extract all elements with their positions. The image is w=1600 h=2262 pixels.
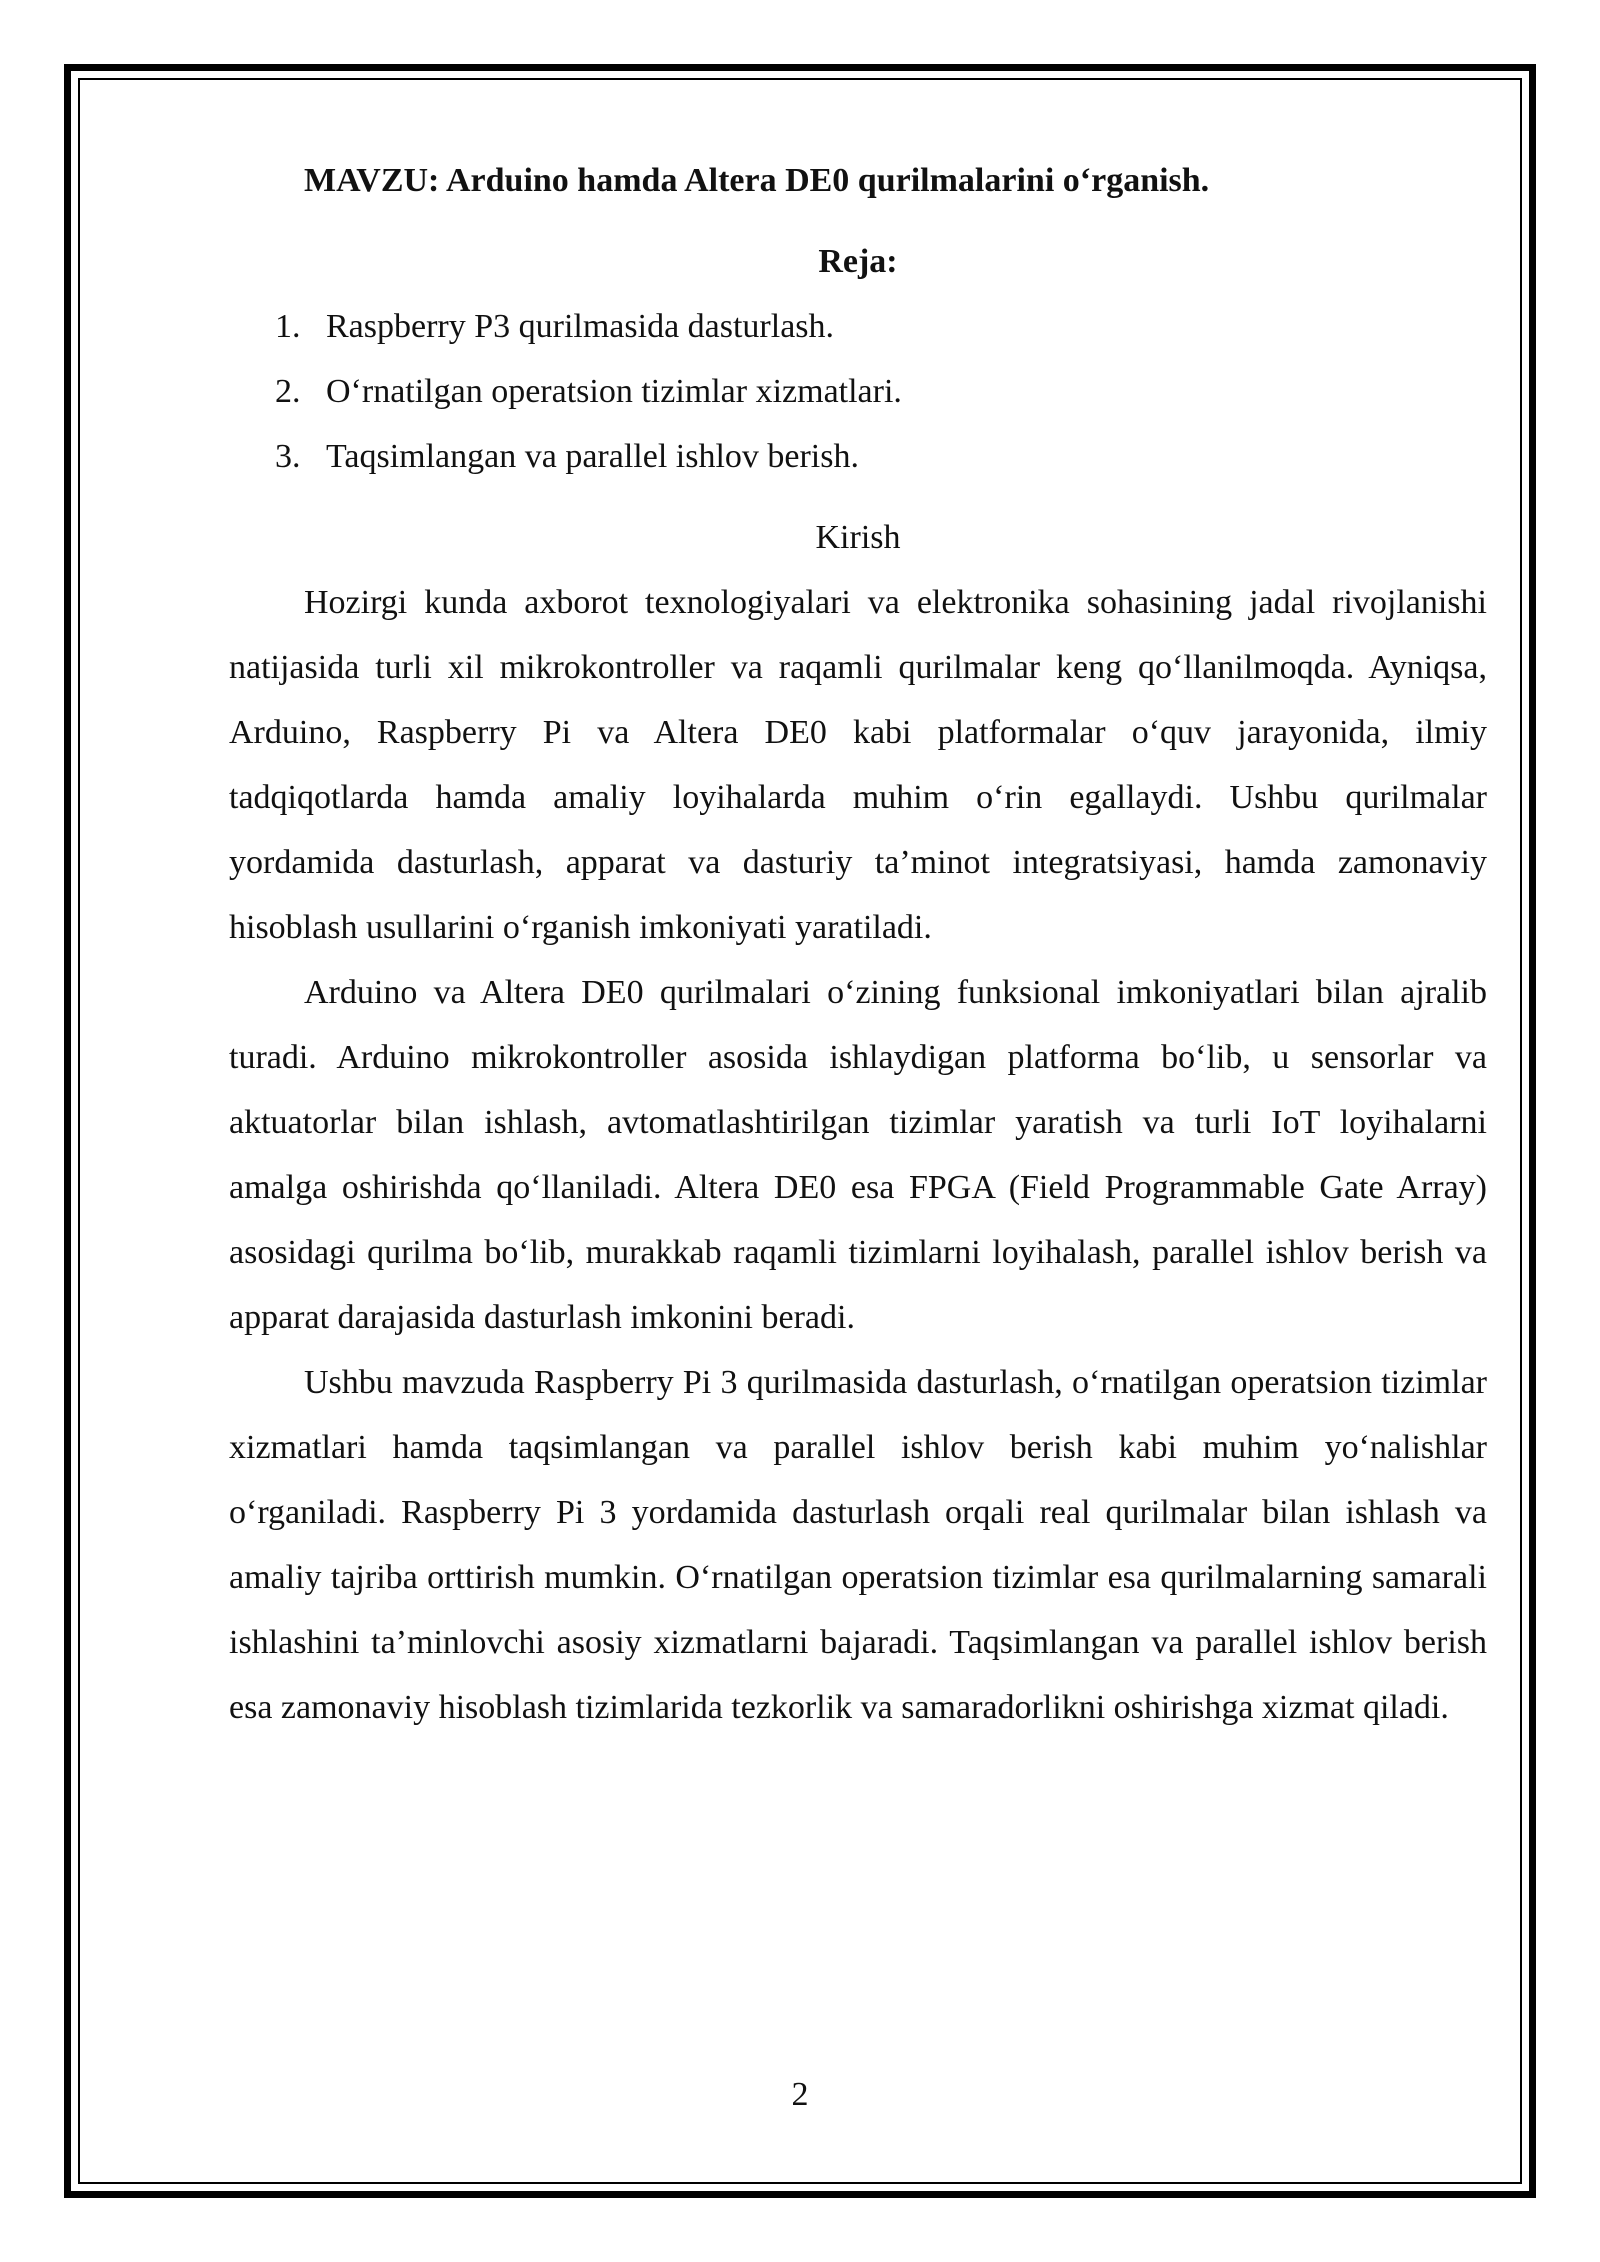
plan-item-text: Taqsimlangan va parallel ishlov berish. — [326, 438, 859, 475]
body-paragraph: Arduino va Altera DE0 qurilmalari o‘zining funksional imkoniyatlari bilan ajralib turadi. Arduino mikrokontroller asosida ishlaydigan platforma bo‘lib, u sensorlar va aktuatorlar bilan ishlash, avtomatlashtirilgan tizimlar yaratish va turli IoT loyihalarni amalga oshirishda qo‘llaniladi. Altera DE0 esa FPGA (Field Programmable Gate Array) asosidagi qurilma bo‘lib, murakkab raqamli tizimlarni loyihalash, parallel ishlov berish va apparat darajasida dasturlash imkonini beradi. — [229, 974, 1487, 1336]
plan-item-number: 3. — [275, 438, 301, 475]
plan-item-text: O‘rnatilgan operatsion tizimlar xizmatlari. — [326, 373, 902, 410]
plan-heading: Reja: — [818, 243, 898, 280]
plan-item-text: Raspberry P3 qurilmasida dasturlash. — [326, 308, 835, 345]
plan-item — [229, 424, 1487, 489]
plan-item — [229, 294, 1487, 359]
page-number: 2 — [791, 2076, 809, 2113]
body-paragraph: Hozirgi kunda axborot texnologiyalari va elektronika sohasining jadal rivojlanishi natijasida turli xil mikrokontroller va raqamli qurilmalar keng qo‘llanilmoqda. Ayniqsa, Arduino, Raspberry Pi va Altera DE0 kabi platformalar o‘quv jarayonida, ilmiy tadqiqotlarda hamda amaliy loyihalarda muhim o‘rin egallaydi. Ushbu qurilmalar yordamida dasturlash, apparat va dasturiy ta’minot integratsiyasi, hamda zamonaviy hisoblash usullarini o‘rganish imkoniyati yaratiladi. — [229, 584, 1487, 946]
plan-list — [229, 294, 1487, 489]
body-paragraph: Ushbu mavzuda Raspberry Pi 3 qurilmasida dasturlash, o‘rnatilgan operatsion tizimlar xizmatlari hamda taqsimlangan va parallel ishlov berish kabi muhim yo‘nalishlar o‘rganiladi. Raspberry Pi 3 yordamida dasturlash orqali real qurilmalar bilan ishlash va amaliy tajriba orttirish mumkin. O‘rnatilgan operatsion tizimlar esa qurilmalarning samarali ishlashini ta’minlovchi asosiy xizmatlarni bajaradi. Taqsimlangan va parallel ishlov berish esa zamonaviy hisoblash tizimlarida tezkorlik va samaradorlikni oshirishga xizmat qiladi. — [229, 1364, 1487, 1726]
plan-item-number: 1. — [275, 308, 301, 345]
plan-item-number: 2. — [275, 373, 301, 410]
document-title: MAVZU: Arduino hamda Altera DE0 qurilmalarini o‘rganish. — [304, 162, 1210, 199]
plan-item — [229, 359, 1487, 424]
document-body — [229, 148, 1487, 1740]
intro-heading: Kirish — [815, 519, 901, 556]
